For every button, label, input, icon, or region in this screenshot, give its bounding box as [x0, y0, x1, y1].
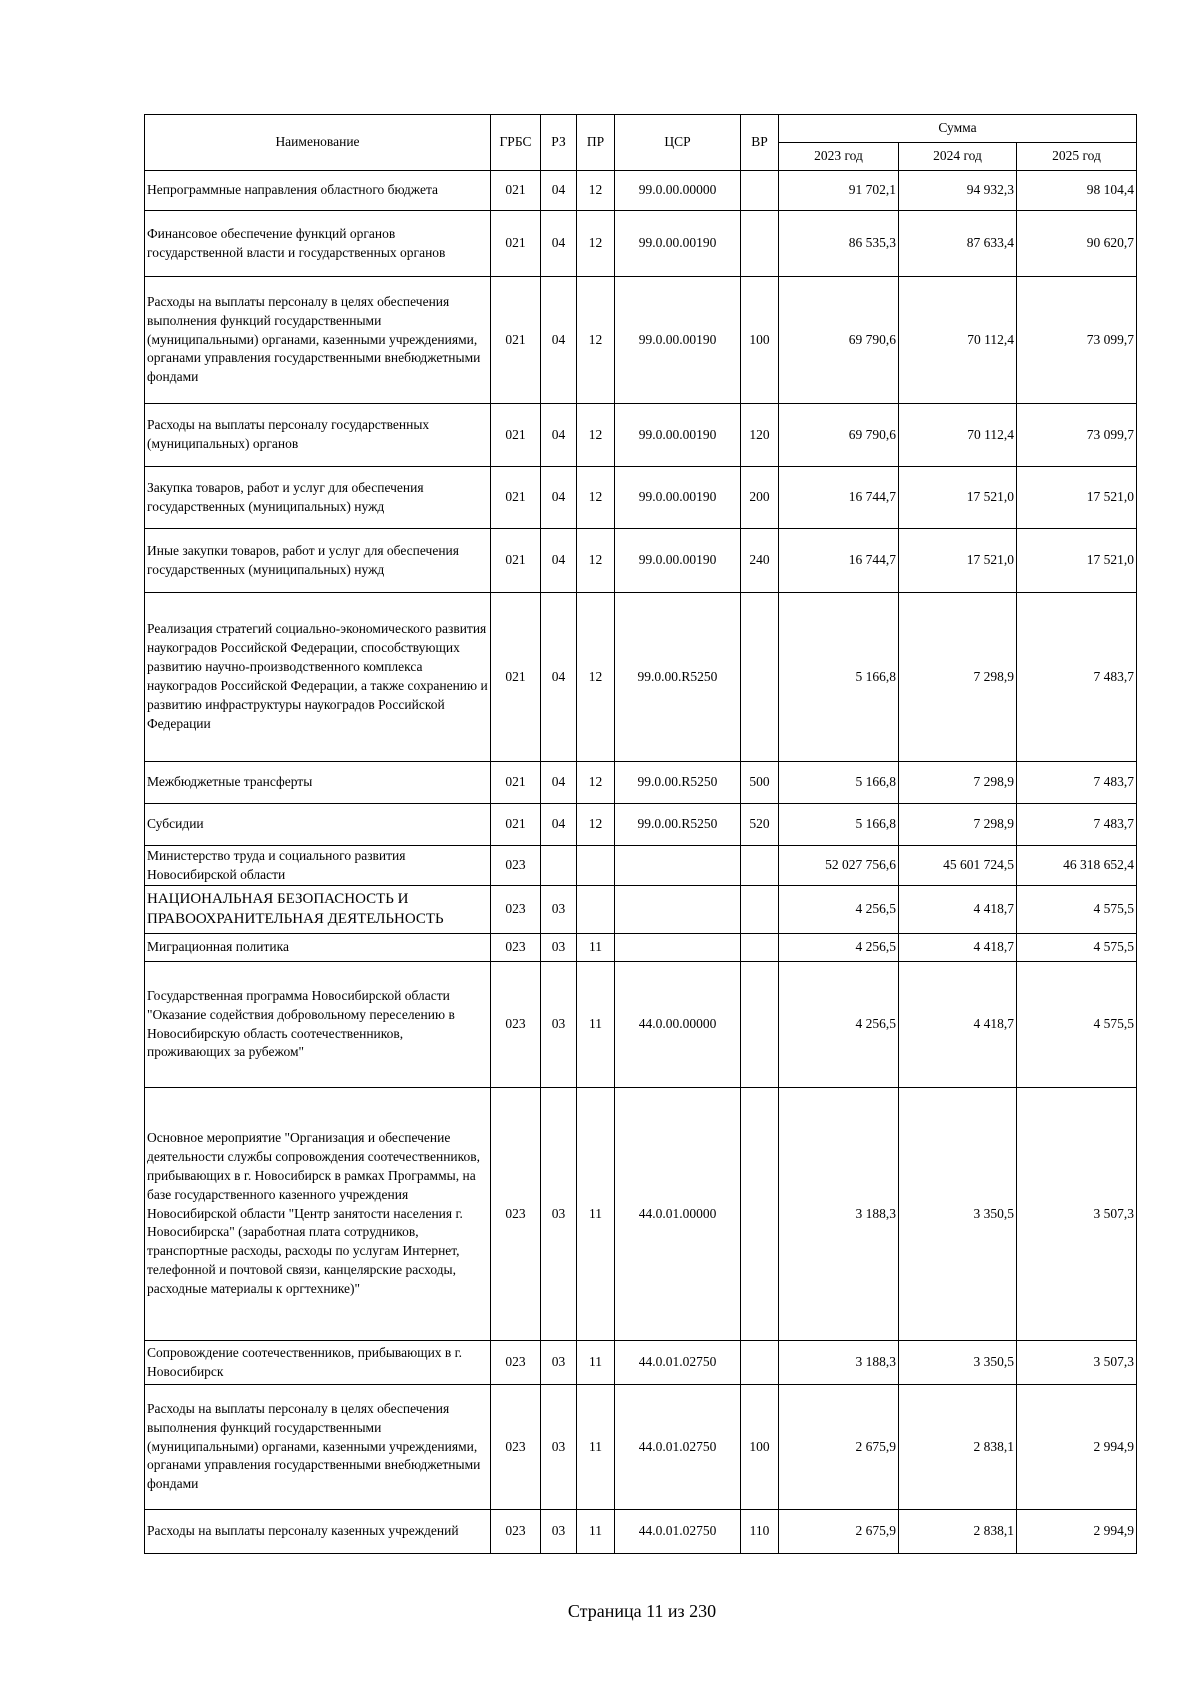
- table-row: [145, 404, 1137, 467]
- row-grbs: 023: [491, 934, 541, 962]
- row-name: Расходы на выплаты персоналу казенных учреждений: [145, 1510, 491, 1554]
- row-name: Иные закупки товаров, работ и услуг для обеспечения государственных (муниципальных) нужд: [145, 529, 491, 593]
- row-csr: 99.0.00.R5250: [615, 804, 741, 846]
- row-csr: [615, 886, 741, 934]
- row-rz: 04: [541, 467, 577, 529]
- row-sum-2024: 4 418,7: [899, 934, 1017, 962]
- row-name: Реализация стратегий социально-экономического развития наукоградов Российской Федерации, способствующих развитию научно-производственного комплекса наукоградов Российской Федерации, а также сохранению и развитию инфраструктуры наукоградов Российской Федерации: [145, 593, 491, 762]
- row-pr: 12: [577, 171, 615, 211]
- row-sum-2025: 3 507,3: [1017, 1088, 1137, 1341]
- row-sum-2023: 91 702,1: [779, 171, 899, 211]
- row-pr: 12: [577, 804, 615, 846]
- row-vr: [741, 171, 779, 211]
- row-grbs: 023: [491, 1385, 541, 1510]
- row-sum-2025: 7 483,7: [1017, 762, 1137, 804]
- row-sum-2023: 16 744,7: [779, 529, 899, 593]
- header-year-2023: 2023 год: [779, 143, 899, 171]
- row-pr: [577, 886, 615, 934]
- header-pr: ПР: [577, 115, 615, 171]
- row-vr: [741, 1341, 779, 1385]
- row-csr: 99.0.00.00190: [615, 277, 741, 404]
- row-csr: 99.0.00.00000: [615, 171, 741, 211]
- row-sum-2025: 98 104,4: [1017, 171, 1137, 211]
- row-sum-2025: 4 575,5: [1017, 934, 1137, 962]
- row-sum-2023: 5 166,8: [779, 804, 899, 846]
- row-sum-2025: 17 521,0: [1017, 467, 1137, 529]
- header-grbs: ГРБС: [491, 115, 541, 171]
- row-name: Миграционная политика: [145, 934, 491, 962]
- row-sum-2023: 86 535,3: [779, 211, 899, 277]
- table-row: [145, 593, 1137, 762]
- row-grbs: 023: [491, 1341, 541, 1385]
- row-sum-2025: 4 575,5: [1017, 886, 1137, 934]
- row-sum-2023: 4 256,5: [779, 886, 899, 934]
- row-sum-2024: 2 838,1: [899, 1510, 1017, 1554]
- row-vr: 110: [741, 1510, 779, 1554]
- row-sum-2023: 3 188,3: [779, 1341, 899, 1385]
- row-name: Финансовое обеспечение функций органов государственной власти и государственных органов: [145, 211, 491, 277]
- row-name: НАЦИОНАЛЬНАЯ БЕЗОПАСНОСТЬ И ПРАВООХРАНИТЕЛЬНАЯ ДЕЯТЕЛЬНОСТЬ: [145, 886, 491, 934]
- row-csr: 44.0.01.02750: [615, 1385, 741, 1510]
- row-sum-2025: 73 099,7: [1017, 404, 1137, 467]
- row-grbs: 021: [491, 529, 541, 593]
- row-name: Расходы на выплаты персоналу государственных (муниципальных) органов: [145, 404, 491, 467]
- row-rz: 03: [541, 1385, 577, 1510]
- row-csr: 44.0.01.00000: [615, 1088, 741, 1341]
- row-pr: 11: [577, 1385, 615, 1510]
- row-sum-2024: 7 298,9: [899, 593, 1017, 762]
- row-sum-2025: 7 483,7: [1017, 804, 1137, 846]
- row-vr: 200: [741, 467, 779, 529]
- row-grbs: 021: [491, 593, 541, 762]
- header-rz: РЗ: [541, 115, 577, 171]
- row-vr: [741, 1088, 779, 1341]
- row-sum-2024: 94 932,3: [899, 171, 1017, 211]
- row-vr: [741, 934, 779, 962]
- row-vr: 100: [741, 277, 779, 404]
- row-sum-2024: 3 350,5: [899, 1341, 1017, 1385]
- row-sum-2024: 17 521,0: [899, 529, 1017, 593]
- table-row: [145, 467, 1137, 529]
- row-csr: 44.0.01.02750: [615, 1510, 741, 1554]
- row-csr: [615, 846, 741, 886]
- row-grbs: 021: [491, 277, 541, 404]
- row-grbs: 021: [491, 211, 541, 277]
- row-sum-2023: 52 027 756,6: [779, 846, 899, 886]
- row-sum-2025: 17 521,0: [1017, 529, 1137, 593]
- row-sum-2023: 2 675,9: [779, 1510, 899, 1554]
- row-rz: 04: [541, 404, 577, 467]
- row-name: Субсидии: [145, 804, 491, 846]
- row-vr: [741, 593, 779, 762]
- row-sum-2024: 2 838,1: [899, 1385, 1017, 1510]
- table-row: [145, 211, 1137, 277]
- table-row: [145, 529, 1137, 593]
- row-rz: 04: [541, 171, 577, 211]
- row-rz: 03: [541, 1341, 577, 1385]
- row-sum-2025: 7 483,7: [1017, 593, 1137, 762]
- table-row: [145, 804, 1137, 846]
- row-sum-2025: 90 620,7: [1017, 211, 1137, 277]
- row-sum-2023: 5 166,8: [779, 762, 899, 804]
- header-csr: ЦСР: [615, 115, 741, 171]
- row-name: Расходы на выплаты персоналу в целях обеспечения выполнения функций государственными (муниципальными) органами, казенными учреждениями, органами управления государственными внебюджетными фондами: [145, 1385, 491, 1510]
- table-row: [145, 171, 1137, 211]
- row-sum-2024: 45 601 724,5: [899, 846, 1017, 886]
- row-rz: 04: [541, 529, 577, 593]
- row-pr: 12: [577, 211, 615, 277]
- row-csr: 99.0.00.00190: [615, 211, 741, 277]
- row-grbs: 023: [491, 1510, 541, 1554]
- row-name: Закупка товаров, работ и услуг для обеспечения государственных (муниципальных) нужд: [145, 467, 491, 529]
- row-sum-2025: 3 507,3: [1017, 1341, 1137, 1385]
- row-vr: 100: [741, 1385, 779, 1510]
- row-pr: [577, 846, 615, 886]
- row-csr: 99.0.00.R5250: [615, 593, 741, 762]
- row-pr: 11: [577, 1088, 615, 1341]
- table-row: [145, 886, 1137, 934]
- row-pr: 12: [577, 467, 615, 529]
- row-name: Сопровождение соотечественников, прибывающих в г. Новосибирск: [145, 1341, 491, 1385]
- header-sum: Сумма: [779, 115, 1137, 143]
- table-row: [145, 962, 1137, 1088]
- row-sum-2025: 2 994,9: [1017, 1385, 1137, 1510]
- row-rz: 03: [541, 1088, 577, 1341]
- row-sum-2023: 3 188,3: [779, 1088, 899, 1341]
- row-rz: 04: [541, 804, 577, 846]
- row-sum-2024: 4 418,7: [899, 886, 1017, 934]
- header-row: [145, 115, 1137, 143]
- row-sum-2025: 46 318 652,4: [1017, 846, 1137, 886]
- row-name: Основное мероприятие "Организация и обеспечение деятельности службы сопровождения соотечественников, прибывающих в г. Новосибирск в рамках Программы, на базе государственного казенного учреждения Новосибирской области "Центр занятости населения г. Новосибирска" (заработная плата сотрудников, транспортные расходы, расходы по услугам Интернет, телефонной и почтовой связи, канцелярские расходы, расходные материалы к оргтехнике)": [145, 1088, 491, 1341]
- row-sum-2023: 16 744,7: [779, 467, 899, 529]
- row-vr: 240: [741, 529, 779, 593]
- row-csr: 99.0.00.R5250: [615, 762, 741, 804]
- row-sum-2024: 4 418,7: [899, 962, 1017, 1088]
- row-grbs: 021: [491, 404, 541, 467]
- row-csr: 99.0.00.00190: [615, 467, 741, 529]
- row-sum-2023: 4 256,5: [779, 934, 899, 962]
- row-csr: 44.0.00.00000: [615, 962, 741, 1088]
- row-vr: [741, 846, 779, 886]
- row-pr: 11: [577, 1341, 615, 1385]
- row-rz: 03: [541, 934, 577, 962]
- row-grbs: 021: [491, 762, 541, 804]
- row-vr: [741, 211, 779, 277]
- row-sum-2023: 4 256,5: [779, 962, 899, 1088]
- row-sum-2024: 7 298,9: [899, 804, 1017, 846]
- row-vr: [741, 886, 779, 934]
- row-grbs: 021: [491, 171, 541, 211]
- row-pr: 11: [577, 962, 615, 1088]
- row-rz: 04: [541, 762, 577, 804]
- header-vr: ВР: [741, 115, 779, 171]
- row-pr: 11: [577, 1510, 615, 1554]
- row-name: Межбюджетные трансферты: [145, 762, 491, 804]
- table-row: [145, 1088, 1137, 1341]
- row-sum-2025: 2 994,9: [1017, 1510, 1137, 1554]
- table-row: [145, 846, 1137, 886]
- row-sum-2023: 69 790,6: [779, 404, 899, 467]
- row-sum-2024: 7 298,9: [899, 762, 1017, 804]
- page-number: Страница 11 из 230: [567, 1601, 717, 1621]
- budget-table: [144, 114, 1137, 1554]
- table-row: [145, 1385, 1137, 1510]
- row-vr: 520: [741, 804, 779, 846]
- row-grbs: 021: [491, 467, 541, 529]
- row-rz: 03: [541, 886, 577, 934]
- row-rz: 04: [541, 593, 577, 762]
- row-pr: 11: [577, 934, 615, 962]
- row-sum-2024: 70 112,4: [899, 404, 1017, 467]
- row-sum-2024: 70 112,4: [899, 277, 1017, 404]
- table-row: [145, 277, 1137, 404]
- row-rz: 04: [541, 277, 577, 404]
- row-grbs: 023: [491, 846, 541, 886]
- row-grbs: 023: [491, 1088, 541, 1341]
- row-name: Государственная программа Новосибирской области "Оказание содействия добровольному переселению в Новосибирскую область соотечественников, проживающих за рубежом": [145, 962, 491, 1088]
- header-year-2025: 2025 год: [1017, 143, 1137, 171]
- row-csr: 99.0.00.00190: [615, 529, 741, 593]
- row-sum-2024: 87 633,4: [899, 211, 1017, 277]
- row-sum-2024: 3 350,5: [899, 1088, 1017, 1341]
- row-sum-2023: 69 790,6: [779, 277, 899, 404]
- table-row: [145, 934, 1137, 962]
- header-year-2024: 2024 год: [899, 143, 1017, 171]
- row-rz: 04: [541, 211, 577, 277]
- row-csr: [615, 934, 741, 962]
- row-rz: [541, 846, 577, 886]
- row-pr: 12: [577, 593, 615, 762]
- row-vr: [741, 962, 779, 1088]
- row-sum-2023: 2 675,9: [779, 1385, 899, 1510]
- row-name: Расходы на выплаты персоналу в целях обеспечения выполнения функций государственными (муниципальными) органами, казенными учреждениями, органами управления государственными внебюджетными фондами: [145, 277, 491, 404]
- row-name: Непрограммные направления областного бюджета: [145, 171, 491, 211]
- table-header: [145, 115, 1137, 171]
- table-row: [145, 1341, 1137, 1385]
- row-rz: 03: [541, 962, 577, 1088]
- row-rz: 03: [541, 1510, 577, 1554]
- table-row: [145, 1510, 1137, 1554]
- row-csr: 44.0.01.02750: [615, 1341, 741, 1385]
- row-vr: 120: [741, 404, 779, 467]
- row-sum-2025: 73 099,7: [1017, 277, 1137, 404]
- row-sum-2025: 4 575,5: [1017, 962, 1137, 1088]
- row-vr: 500: [741, 762, 779, 804]
- row-sum-2023: 5 166,8: [779, 593, 899, 762]
- row-grbs: 023: [491, 886, 541, 934]
- row-sum-2024: 17 521,0: [899, 467, 1017, 529]
- row-pr: 12: [577, 404, 615, 467]
- header-name: Наименование: [145, 115, 491, 171]
- table-body: [145, 171, 1137, 1554]
- row-pr: 12: [577, 277, 615, 404]
- row-grbs: 023: [491, 962, 541, 1088]
- row-name: Министерство труда и социального развития Новосибирской области: [145, 846, 491, 886]
- table-row: [145, 762, 1137, 804]
- row-csr: 99.0.00.00190: [615, 404, 741, 467]
- row-pr: 12: [577, 762, 615, 804]
- row-grbs: 021: [491, 804, 541, 846]
- row-pr: 12: [577, 529, 615, 593]
